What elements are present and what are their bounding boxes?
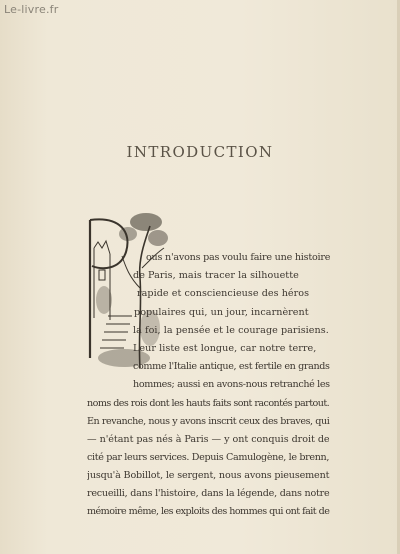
body-line: hommes; aussi en avons-nous retranché les bbox=[133, 379, 330, 390]
body-line: — n'étant pas nés à Paris — y ont conquis droit de bbox=[87, 434, 330, 445]
body-line: mémoire même, les exploits des hommes qui ont fait de bbox=[87, 506, 330, 517]
body-line: En revanche, nous y avons inscrit ceux des braves, qui bbox=[87, 416, 330, 427]
body-line: populaires qui, un jour, incarnèrent bbox=[134, 307, 309, 318]
body-line: cité par leurs services. Depuis Camulogène, le brenn, bbox=[87, 452, 330, 463]
body-line: noms des rois dont les hauts faits sont racontés partout. bbox=[87, 398, 330, 409]
watermark: Le-livre.fr bbox=[4, 3, 59, 16]
body-line: recueilli, dans l'histoire, dans la légende, dans notre bbox=[87, 488, 330, 499]
page-title: INTRODUCTION bbox=[126, 143, 274, 161]
body-line: Leur liste est longue, car notre terre, bbox=[133, 343, 317, 354]
body-line: de Paris, mais tracer la silhouette bbox=[133, 270, 299, 281]
body-line: rapide et consciencieuse des héros bbox=[137, 288, 310, 299]
body-line: ous n'avons pas voulu faire une histoire bbox=[146, 252, 331, 263]
body-line: comme l'Italie antique, est fertile en grands bbox=[133, 361, 330, 372]
body-line: jusqu'à Bobillot, le sergent, nous avons pieusement bbox=[87, 470, 330, 481]
body-line: la foi, la pensée et le courage parisiens. bbox=[133, 325, 329, 336]
